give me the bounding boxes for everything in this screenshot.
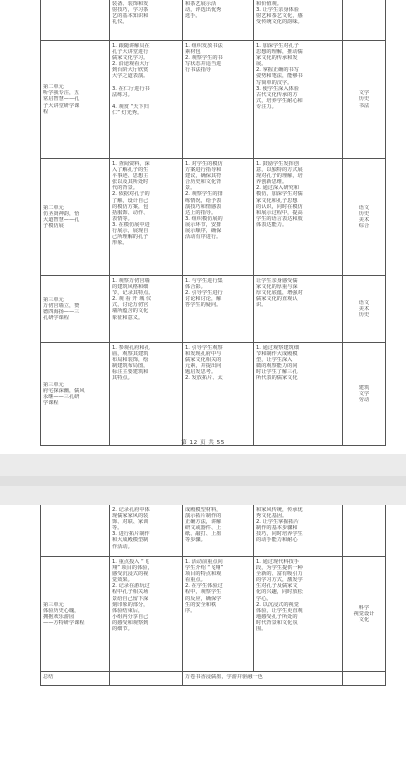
cell-line: 演示拓片制作的	[185, 513, 222, 520]
unit-cell	[41, 505, 110, 557]
cell-line: 的感受和观察到	[112, 619, 149, 626]
unit-cell	[41, 0, 110, 41]
cell-line: 儒家文化学习。	[112, 55, 149, 62]
cell-line: 礼仪。	[112, 19, 128, 26]
cell-line: 张以及其所处时	[112, 179, 149, 186]
cell-line: 练情况，给予表	[185, 197, 222, 204]
cell-line: 模仿，加深学生对儒	[256, 191, 303, 198]
unit-cell	[41, 159, 110, 276]
cell-line: 历史	[358, 210, 370, 217]
table-row	[41, 0, 386, 41]
cell-line: 翔” 项目的体验，	[112, 565, 153, 572]
cell-line: 了解，设计自己	[112, 197, 149, 204]
cell-line: 子大讲堂研学课	[43, 102, 80, 109]
cell-line: 和大成殿模型制	[112, 537, 149, 544]
cell-line: 和发现孔府中与	[185, 351, 222, 358]
cell-line: 总结	[43, 674, 54, 680]
subjects-cell	[343, 557, 386, 672]
cell-line: 和茶艺展示活	[185, 1, 217, 7]
table-row	[41, 343, 386, 446]
cell-line: 3. 让学生亲身体验	[256, 7, 299, 14]
cell-line: 象征和意义。	[112, 314, 144, 321]
cell-line: 1. 组织发放书法	[185, 43, 223, 49]
cell-line: 1. 加深学生对孔子	[256, 43, 299, 49]
cell-line: 3. 在仁厅进行书	[112, 85, 150, 92]
cell-line: 2. 依据对孔子的	[112, 191, 150, 198]
cell-line: 1. 跟随讲解员在	[112, 43, 150, 49]
cell-line: 程	[43, 108, 49, 115]
cell-line: 射艺和茶艺文化，感	[256, 13, 303, 20]
cell-line: 的模仿方案，包	[112, 203, 149, 210]
cell-line: 形象。	[112, 240, 128, 247]
cell-line: 所代表的儒家文化	[256, 375, 298, 382]
activities-cell	[110, 159, 183, 276]
cell-line: 3. 在模仿展中进	[112, 221, 150, 228]
cell-line: 文学	[358, 90, 370, 97]
table-row	[41, 672, 386, 686]
unit-cell	[41, 557, 110, 672]
cell-line: 的反应，确保学	[185, 595, 222, 602]
cell-line: 1. 重点投入 “飞	[112, 559, 149, 565]
guidance-cell	[183, 505, 254, 557]
activities-cell	[110, 557, 183, 672]
cell-line: 家文化的传承和发	[256, 55, 298, 62]
cell-line: 意，以独特的方式展	[256, 167, 303, 174]
table-row	[41, 557, 386, 672]
cell-line: 子模仿展	[43, 223, 64, 230]
cell-line: 墙所蕴含的文化	[112, 308, 149, 315]
table-row	[41, 41, 386, 159]
cell-line: 体验历史心魄，	[43, 607, 80, 614]
subjects-cell	[343, 672, 386, 686]
cell-line: 题启发思考。	[185, 369, 217, 376]
cell-line: 节和制作大成殿模	[256, 351, 298, 358]
unit-cell	[41, 343, 110, 446]
cell-line: 第三单元	[43, 381, 64, 388]
cell-line: 常启智慧——孔	[43, 96, 80, 103]
cell-line: 方案进行指导和	[185, 167, 222, 174]
cell-line: 入了解孔子的生	[112, 167, 149, 174]
cell-line: 展。	[256, 61, 267, 68]
unit-cell	[41, 672, 110, 686]
cell-line: 1. 观察万仞宫墙	[112, 278, 150, 284]
cell-line: 第三单元	[43, 601, 64, 608]
cell-line: 体表达能力。	[256, 221, 288, 228]
cell-line: 2. 观察学生的书	[185, 55, 223, 62]
cell-line: 布局和装饰，绘	[112, 357, 149, 364]
cell-line: 2. 观察学生的排	[185, 191, 223, 198]
activities-cell	[110, 41, 183, 159]
cell-line: 2. 记录孔府中体	[112, 507, 150, 513]
cell-line: 历史	[358, 312, 370, 319]
cell-line: 1. 引导学生观察	[185, 345, 223, 351]
cell-line: 识。	[256, 302, 267, 309]
cell-line: 研文或器件、上	[185, 525, 222, 532]
cell-line: 答学生的疑问。	[185, 302, 222, 309]
cell-line: ——方特研学课程	[43, 620, 85, 627]
cell-line: 全新的、富有吸引力	[256, 571, 303, 578]
unit-cell	[41, 41, 110, 159]
cell-line: 行书法指导	[185, 67, 211, 74]
cell-line: 等。	[112, 525, 123, 532]
cell-line: 刻印象的部分，	[112, 601, 149, 608]
cell-line: 化的兴趣，同时放松	[256, 589, 303, 596]
unit-cell	[41, 276, 110, 343]
cell-line: 体验，让学生更直观	[256, 607, 303, 614]
cell-line: 制建筑布局图，	[112, 363, 149, 370]
guidance-cell	[183, 276, 254, 343]
cell-line: 演技巧和情感表	[185, 203, 222, 210]
cell-line: 万卷书香浸儒墨，学游并驱融一色	[185, 674, 263, 680]
subjects-cell	[343, 276, 386, 343]
cell-line: 饰、对联、家训	[112, 519, 149, 526]
cell-line: 大学之道表演。	[112, 73, 149, 80]
cell-line: 孔子大讲堂进行	[112, 49, 149, 56]
cell-line: 第二单元	[43, 204, 64, 211]
cell-line: 2. 让学生掌握拓片	[256, 519, 299, 526]
curriculum-table	[40, 0, 386, 446]
cell-line: 2. 在学生体验过	[185, 583, 223, 590]
cell-line: 劳动	[358, 397, 370, 404]
cell-line: 第二单元	[43, 84, 64, 91]
cell-line: 文学	[358, 390, 370, 397]
cell-line: 2. 记录在游玩过	[112, 583, 150, 590]
cell-line: 射技巧，学习茶	[112, 7, 149, 14]
cell-line: 现儒家家风的装	[112, 513, 149, 520]
cell-line: 受传统文化的韵味。	[256, 19, 303, 26]
page-number: 第 12 页 共 55	[181, 440, 225, 446]
cell-line: 科学	[358, 604, 370, 611]
cell-line: 学心。	[256, 595, 272, 602]
cell-line: 序。	[185, 607, 196, 614]
cell-line: 综合	[358, 223, 370, 230]
cell-line: 景给自己留下深	[112, 595, 149, 602]
cell-line: 式，培养学生耐心和	[256, 97, 303, 104]
cell-line: 看重点。	[185, 577, 206, 584]
cell-line: 展示顺序，确保	[185, 228, 222, 235]
cell-line: 制作的基本步骤和	[256, 525, 298, 532]
cell-line: 3. 组织模仿展的	[185, 215, 223, 222]
cell-line: 的学习方式，激发学	[256, 577, 303, 584]
cell-line: 2. 观 看 开 城 仪	[112, 296, 152, 303]
cell-line: 历史	[358, 96, 370, 103]
cell-line: 学课程	[43, 400, 59, 407]
cell-line: 标注主要建筑和	[112, 369, 149, 376]
table-row	[41, 159, 386, 276]
cell-line: 秀文化基因。	[256, 513, 288, 520]
cell-line: 的建筑风格和细	[112, 284, 149, 291]
goals-cell	[254, 276, 343, 343]
cell-line: 达上的指导。	[185, 209, 217, 216]
cell-line: 纸、敲打、上墨	[185, 531, 222, 538]
cell-line: 专注力。	[256, 103, 277, 110]
cell-line: 和展示过程中，提高	[256, 209, 303, 216]
cell-line: 2. 沿途观看大厅	[112, 61, 150, 68]
cell-line: 觉效果。	[112, 577, 133, 584]
cell-line: 小组内分享自己	[112, 613, 149, 620]
cell-line: 学生的语言表达和肢	[256, 215, 303, 222]
cell-line: 儒家文化的直观认	[256, 296, 298, 303]
cell-line: 合历史和文化背	[185, 179, 222, 186]
cell-line: 时让学生了解三孔	[256, 369, 298, 376]
guidance-cell	[183, 343, 254, 446]
cell-line: 3. 使学生深入体验	[256, 85, 299, 92]
cell-line: 视觉设计	[353, 610, 375, 617]
cell-line: 德四海扬——三	[43, 309, 80, 315]
goals-cell	[254, 343, 343, 446]
cell-line: 生的安全和秩	[185, 601, 217, 608]
cell-line: 项目的特点和观	[185, 571, 222, 578]
cell-line: 2. 引导学生进行	[185, 290, 223, 297]
cell-line: 和家风传统，传承优	[256, 507, 303, 513]
cell-line: 程中孔子相关场	[112, 589, 149, 596]
document-page-13	[0, 505, 406, 768]
cell-line: 己所理解的孔子	[112, 234, 149, 241]
cell-line: 语文	[358, 204, 370, 211]
cell-line: 的动手能力和耐心	[256, 537, 298, 544]
cell-line: 家文化和孔子思想	[256, 197, 298, 204]
cell-line: 建筑	[358, 384, 370, 391]
cell-line: 写简单的汉字。	[256, 79, 293, 86]
cell-line: 式，讨论万仞宫	[112, 302, 149, 309]
table-row	[41, 276, 386, 343]
cell-line: 文化	[358, 617, 370, 624]
cell-line: 让学生亲身感受儒	[256, 278, 298, 284]
cell-line: 选手。	[185, 13, 201, 20]
cell-line: 3. 进行拓片制作	[112, 531, 150, 538]
cell-line: 1. 对学生的模仿	[185, 161, 223, 167]
cell-line: 型，让学生深入	[256, 357, 293, 364]
guidance-cell	[183, 159, 254, 276]
cell-line: 美术	[358, 217, 370, 223]
cell-line: 艺的基本知识和	[112, 13, 149, 20]
goals-cell	[254, 557, 343, 672]
cell-line: 1. 通过观察建筑细	[256, 345, 299, 351]
cell-line: 古代文化传承的方	[256, 91, 298, 98]
cell-line: 讨论和讨论，解	[185, 296, 222, 303]
subjects-cell	[343, 0, 386, 41]
cell-line: 生对孔子及儒家文	[256, 583, 298, 590]
cell-line: 到台阶大厅欣赏	[112, 67, 149, 74]
cell-line: 2. 通过深入研究和	[256, 185, 299, 192]
curriculum-table-continued	[40, 505, 386, 686]
cell-line: 现对孔子的理解，培	[256, 173, 303, 180]
cell-line: 程中，观察学生	[185, 589, 222, 596]
goals-cell	[254, 505, 343, 557]
subjects-cell	[343, 41, 386, 159]
cell-line: 代的背景。	[112, 185, 138, 192]
cell-line: 展示环节，安排	[185, 221, 222, 228]
cell-line: 装备、装饰和发	[112, 1, 149, 7]
activities-cell	[110, 276, 183, 343]
cell-line: 养创新思维。	[256, 179, 288, 186]
cell-line: 括服饰、动作、	[112, 209, 149, 216]
cell-line: 书法	[358, 102, 370, 109]
cell-line: 4. 观赏 “天下归	[112, 103, 149, 110]
cell-line: 1. 活动前重点向	[185, 559, 223, 565]
cell-line: 思想的理解，推动儒	[256, 49, 303, 56]
subjects-cell	[343, 505, 386, 557]
cell-line: 行展示，展现自	[112, 228, 149, 235]
subjects-cell	[343, 343, 386, 446]
cell-line: 的细节。	[112, 626, 133, 633]
cell-line: 平事迹、思想主	[112, 173, 149, 180]
cell-line: 建议，确保其符	[185, 173, 222, 180]
cell-line: 第三单元	[43, 296, 64, 303]
cell-line: 节，记录其特点。	[112, 290, 154, 297]
cell-line: 元素，并提出问	[185, 363, 222, 370]
cell-line: 感受沉浸式的视	[112, 571, 149, 578]
cell-line: 体合影。	[185, 284, 206, 291]
cell-line: 姿势和笔法，能够书	[256, 73, 303, 80]
activities-cell	[110, 672, 183, 686]
cell-line: 和价值观。	[256, 1, 282, 7]
cell-line: 动，评选出优秀	[185, 7, 222, 14]
page-gap	[0, 454, 406, 505]
cell-line: 仁” 灯光秀。	[112, 110, 143, 117]
cell-line: 景。	[185, 185, 196, 192]
cell-line: 成殿模型材料，	[185, 507, 222, 513]
guidance-cell	[183, 672, 343, 686]
goals-cell	[254, 159, 343, 276]
cell-line: 家文化的厚重与深	[256, 284, 298, 291]
cell-line: 体验结束后，	[112, 607, 144, 614]
goals-cell	[254, 0, 343, 41]
cell-line: 时代背景和文化氛	[256, 619, 298, 626]
cell-line: 活动有序进行。	[185, 234, 222, 241]
cell-line: 厚文化底蕴，增强对	[256, 290, 303, 297]
guidance-cell	[183, 41, 254, 159]
cell-line: 万仞宫墙立，赞	[43, 302, 80, 309]
cell-line: 大道智慧——孔	[43, 217, 80, 223]
cell-line: 永继——三孔研	[43, 394, 80, 400]
table-row	[41, 505, 386, 557]
activities-cell	[110, 0, 183, 41]
cell-line: 1. 参观孔府和孔	[112, 345, 150, 351]
activities-cell	[110, 505, 183, 557]
activities-cell	[110, 343, 183, 446]
cell-line: 的认识，同时在模仿	[256, 203, 303, 210]
cell-line: 微的观察能力的同	[256, 363, 298, 370]
cell-line: 表情等。	[112, 215, 133, 222]
cell-line: 1. 与学生进行集	[185, 278, 223, 284]
guidance-cell	[183, 557, 254, 672]
cell-line: 拥抱欢乐游园	[43, 614, 75, 620]
cell-line: 听学我专注，五	[43, 90, 80, 97]
cell-line: 技巧，同时培养学生	[256, 531, 303, 538]
cell-line: 2. 发放拓片、太	[185, 375, 223, 382]
guidance-cell	[183, 0, 254, 41]
cell-line: 美术	[358, 305, 370, 312]
cell-line: 地感受孔子所处的	[256, 613, 298, 620]
cell-line: 围。	[256, 626, 267, 633]
cell-line: 仿圣贤神韵，悟	[43, 210, 80, 217]
cell-line: 儒家文化相关的	[185, 357, 222, 364]
cell-line: 正确方法，讲解	[185, 519, 222, 526]
cell-line: 2. 以沉浸式的视觉	[256, 601, 299, 608]
cell-line: 府宅探深幽，儒风	[43, 387, 85, 394]
cell-line: 1. 鼓励学生发挥创	[256, 161, 299, 167]
cell-line: 素材包	[185, 49, 201, 56]
cell-line: 2. 掌握正确的书写	[256, 67, 299, 74]
cell-line: 等步骤。	[185, 537, 206, 544]
cell-line: 其特点。	[112, 375, 133, 382]
goals-cell	[254, 41, 343, 159]
cell-line: 写状态并适当进	[185, 61, 222, 68]
cell-line: 1. 通过现代科技手	[256, 559, 299, 565]
cell-line: 1. 查阅资料，深	[112, 161, 150, 167]
cell-line: 孔研学课程	[43, 315, 69, 322]
cell-line: 语文	[358, 299, 370, 306]
cell-line: 段，为学生提供一种	[256, 565, 303, 572]
cell-line: 作活动。	[112, 543, 133, 550]
cell-line: 学生介绍 “飞翔”	[185, 565, 224, 572]
cell-line: 法练习。	[112, 91, 133, 98]
subjects-cell	[343, 159, 386, 276]
cell-line: 庙，观察其建筑	[112, 351, 149, 358]
